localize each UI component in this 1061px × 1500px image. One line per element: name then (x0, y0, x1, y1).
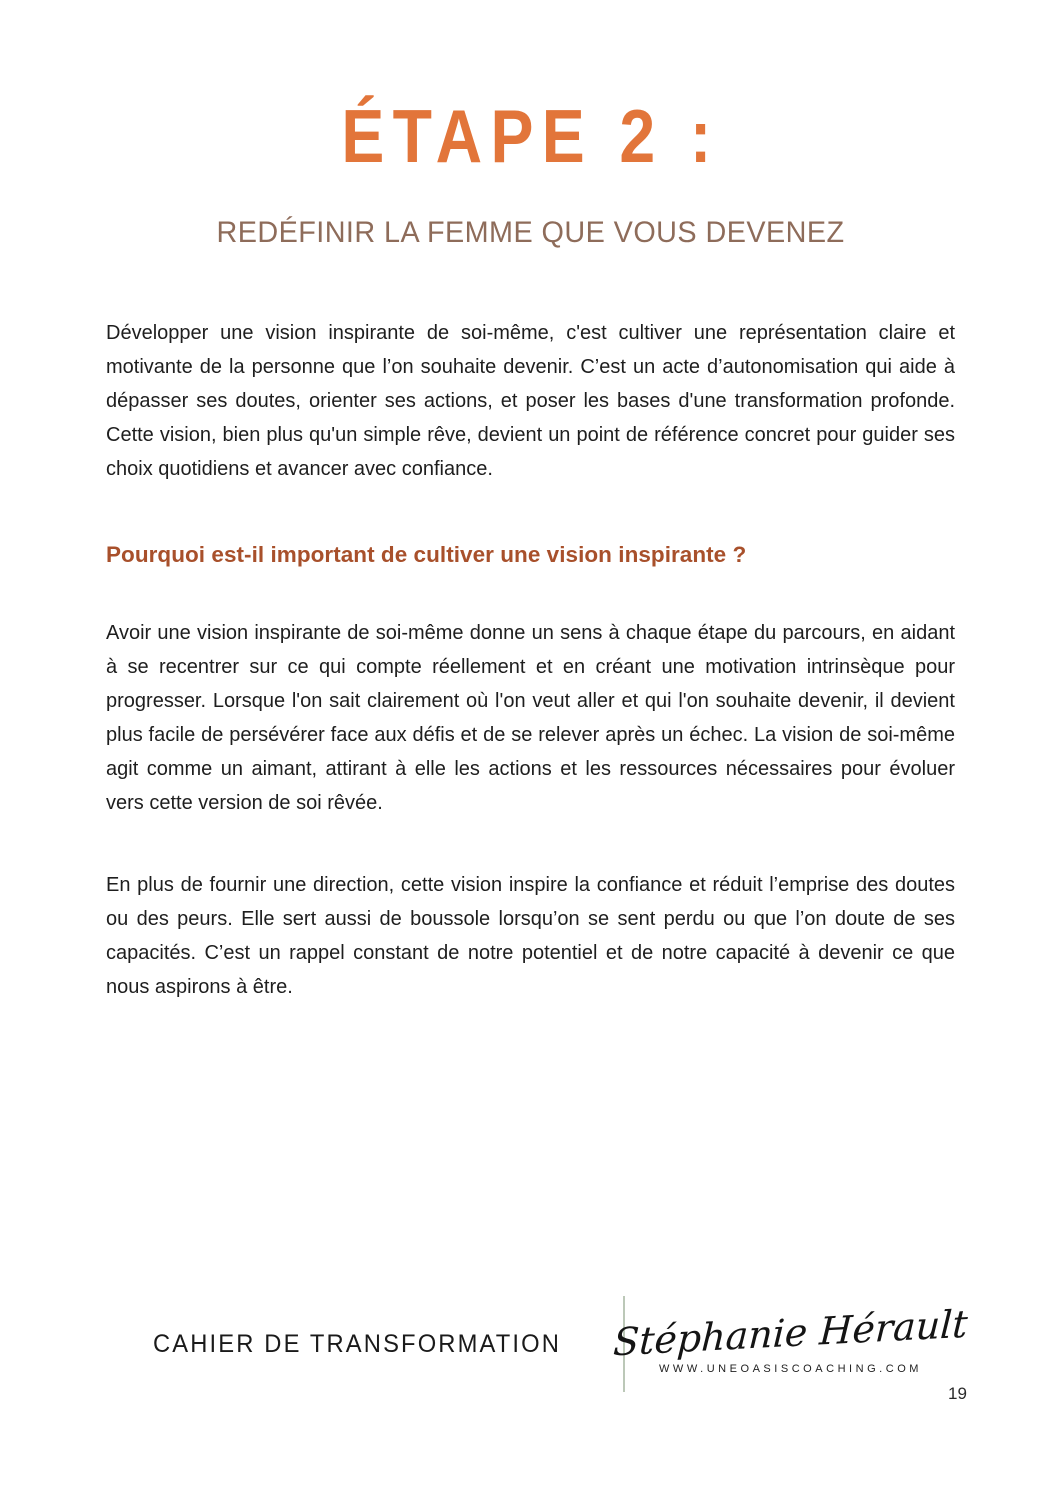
signature: Stéphanie Hérault (612, 1301, 969, 1365)
paragraph-3: En plus de fournir une direction, cette vision inspire la confiance et réduit l’emprise des doutes ou des peurs. Elle sert aussi de boussole lorsqu’on se sent perdu ou que l’on doute de ses capacités. C’est un rappel constant de notre potentiel et de notre capacité à devenir ce que nous aspirons à être. (106, 874, 955, 998)
website-url: WWW.UNEOASISCOACHING.COM (659, 1362, 922, 1375)
page-subtitle: REDÉFINIR LA FEMME QUE VOUS DEVENEZ (216, 216, 845, 249)
paragraph-1: Développer une vision inspirante de soi-même, c'est cultiver une représentation claire et motivante de la personne que l’on souhaite devenir. C’est un acte d’autonomisation qui aide à dépasser ses doutes, orienter ses actions, et poser les bases d'une transformation profonde. Cette vision, bien plus qu'un simple rêve, devient un point de référence concret pour guider ses choix quotidiens et avancer avec confiance. (106, 322, 955, 480)
page-footer (0, 1296, 1061, 1392)
paragraph-2: Avoir une vision inspirante de soi-même donne un sens à chaque étape du parcours, en aidant à se recentrer sur ce qui compte réellement et en créant une motivation intrinsèque pour progresser. Lorsque l'on sait clairement où l'on veut aller et qui l'on souhaite devenir, il devient plus facile de persévérer face aux défis et de se relever après un échec. La vision de soi-même agit comme un aimant, attirant à elle les actions et les ressources nécessaires pour évoluer vers cette version de soi rêvée. (106, 622, 955, 814)
page-number: 19 (948, 1384, 967, 1403)
page-title: ÉTAPE 2 : (341, 93, 720, 179)
footer-brand-label: CAHIER DE TRANSFORMATION (153, 1329, 562, 1358)
signature-block (612, 1301, 969, 1375)
section-heading: Pourquoi est-il important de cultiver une vision inspirante ? (106, 542, 747, 567)
body-text (0, 316, 1061, 1004)
page-header (0, 93, 1061, 250)
